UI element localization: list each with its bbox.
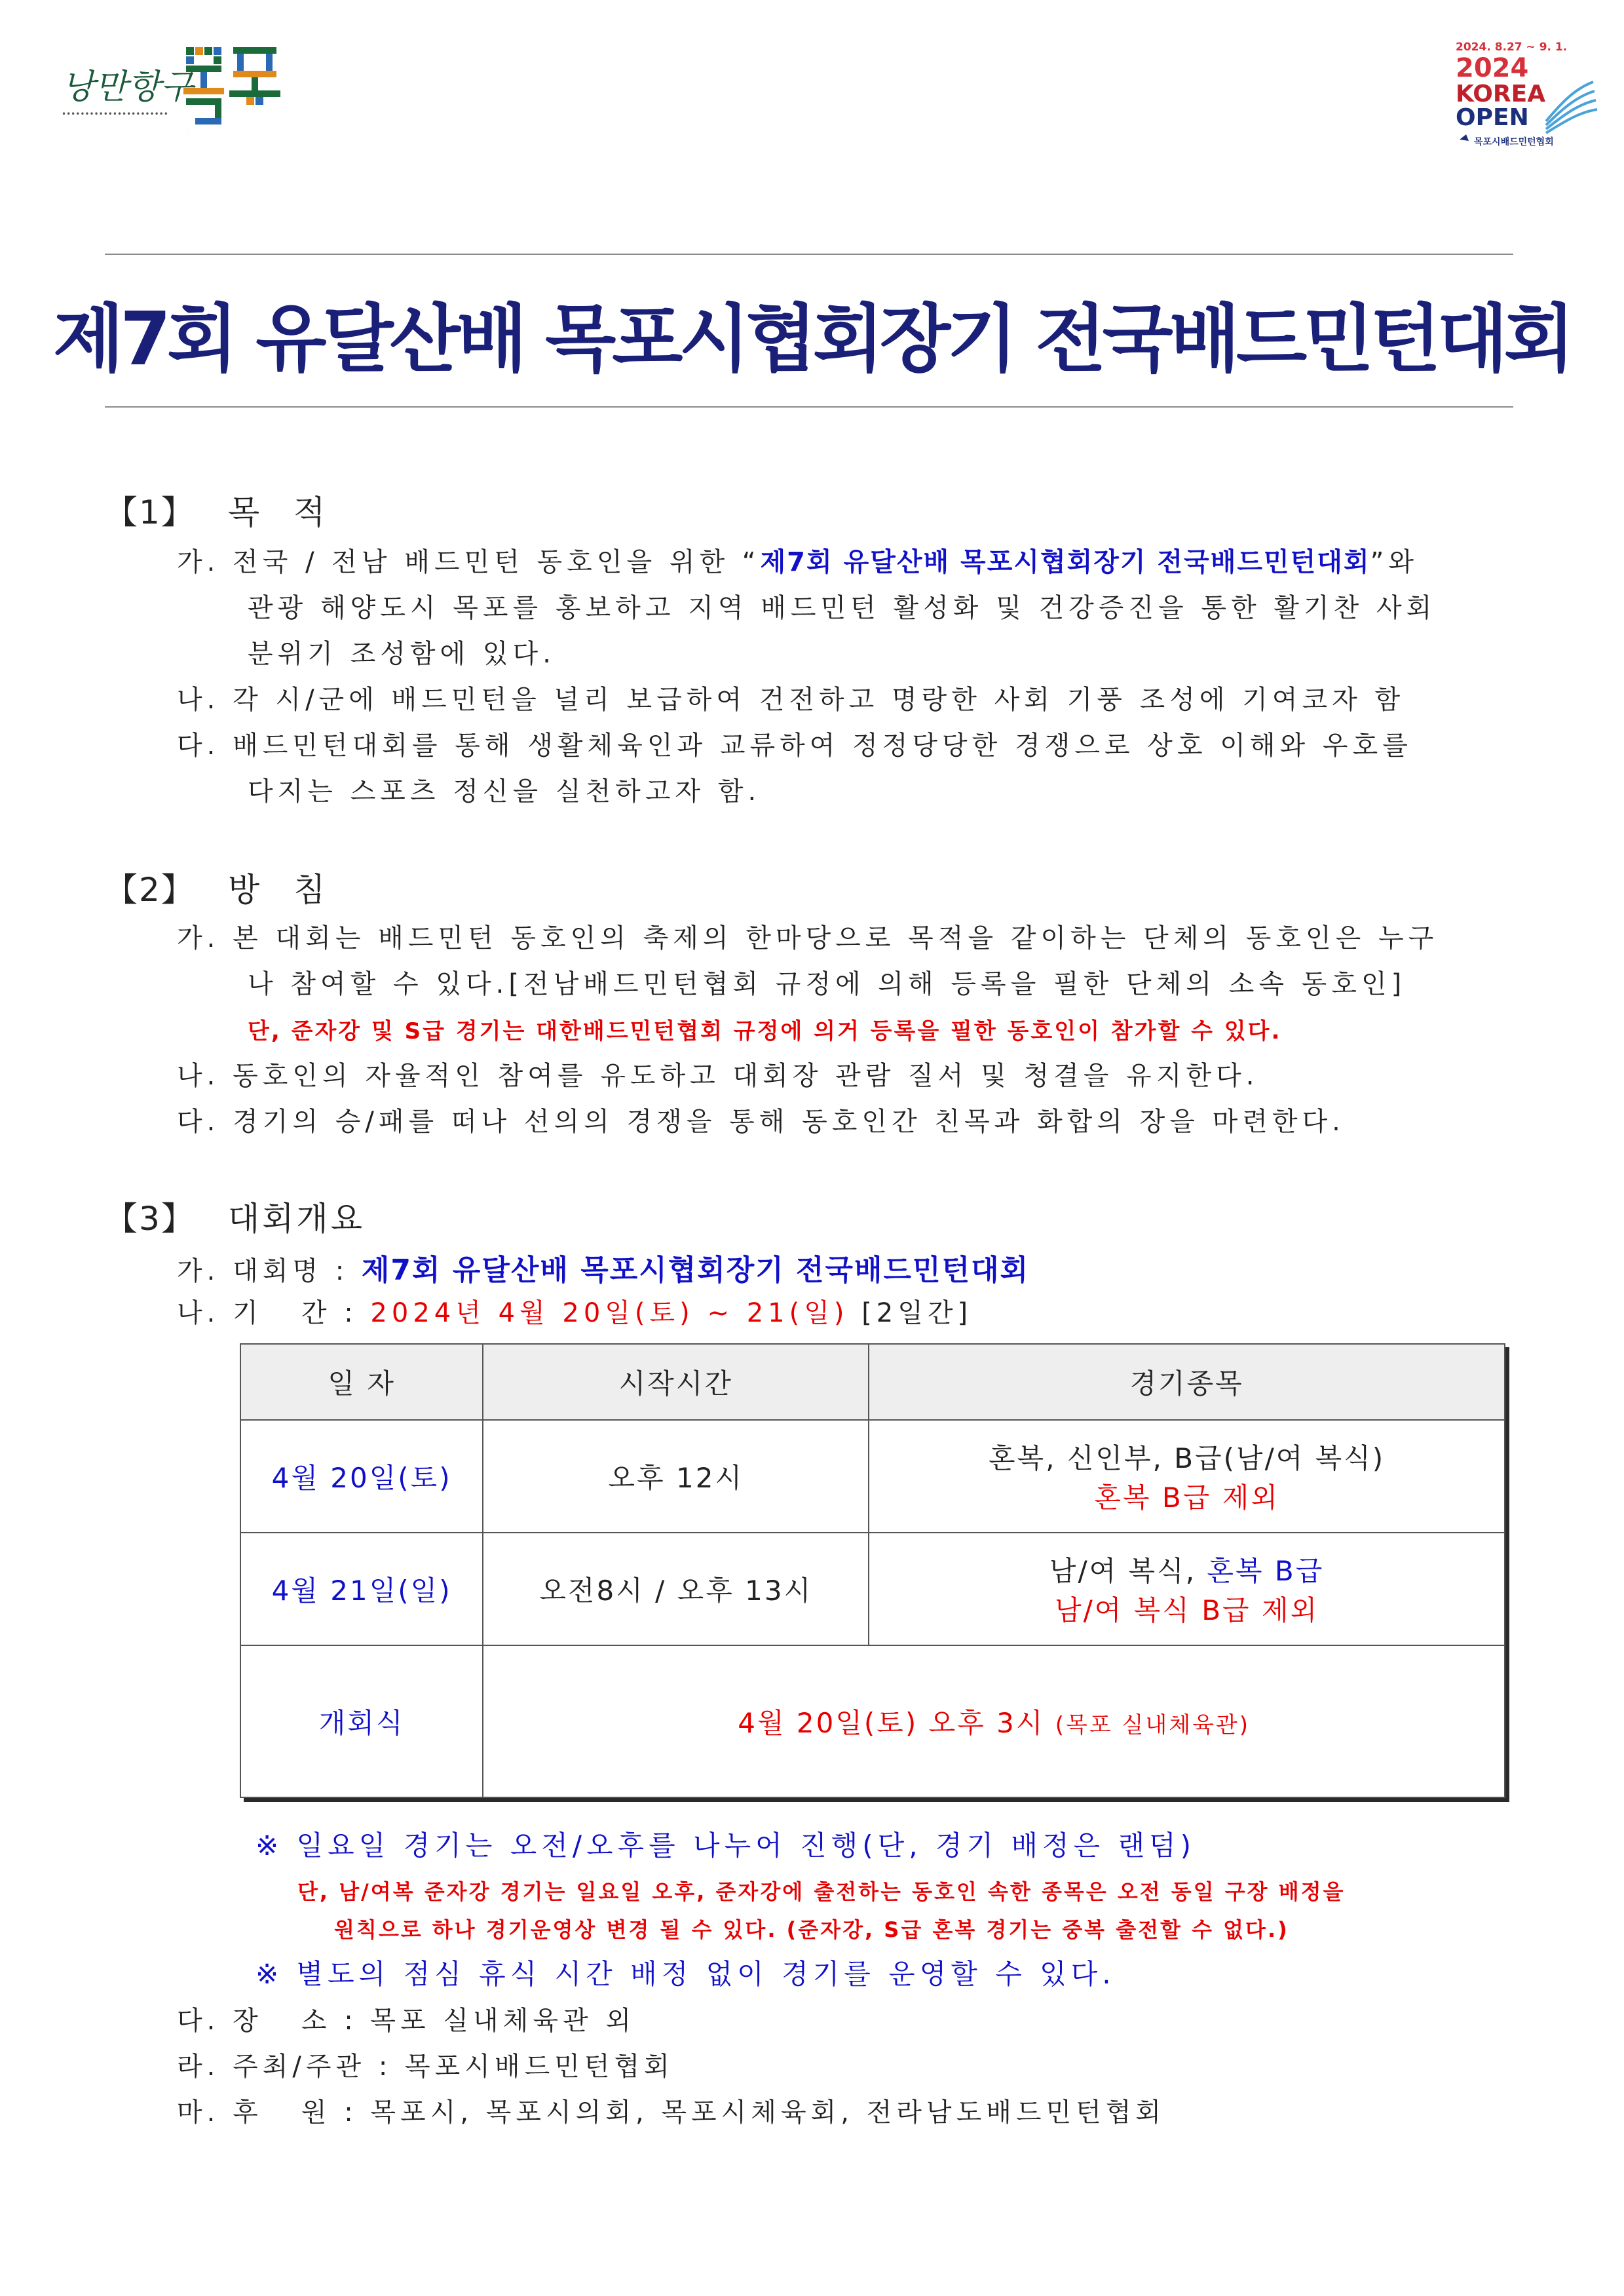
title-top-rule	[105, 254, 1513, 255]
item-marker: 다.	[177, 731, 220, 761]
section-2-red-note: 단, 준자강 및 S급 경기는 대한배드민턴협회 규정에 의거 등록을 필한 동호인이 참가할 수 있다.	[248, 1018, 1282, 1044]
title-bottom-rule	[105, 406, 1513, 408]
svg-text:2024. 8.27 ~ 9. 1.: 2024. 8.27 ~ 9. 1.	[1456, 41, 1568, 54]
row2-events-blue: 혼복 B급	[1207, 1555, 1325, 1587]
item-marker: 나.	[177, 685, 220, 715]
item-text: ”와	[1370, 547, 1418, 577]
section-1-bracket: 【1】	[105, 493, 195, 531]
ceremony-datetime: 4월 20일(토) 오후 3시	[738, 1707, 1045, 1739]
section-2-item-c	[177, 1101, 1345, 1138]
table-row	[240, 1420, 1505, 1533]
sunday-note-detail-1: 단, 남/여복 준자강 경기는 일요일 오후, 준자강에 출전하는 동호인 속한 종목은 오전 동일 구장 배정을	[297, 1879, 1346, 1904]
item-label: 대회명 :	[233, 1256, 349, 1286]
item-text: 경기의 승/패를 떠나 선의의 경쟁을 통해 동호인간 친목과 화합의 장을 마련한다.	[233, 1107, 1345, 1137]
item-marker: 마.	[177, 2097, 220, 2128]
item-marker: 가.	[177, 1256, 220, 1286]
item-marker: 다.	[177, 2006, 220, 2036]
korea-open-graphic	[1448, 36, 1598, 154]
event-name-highlight: 제7회 유달산배 목포시협회장기 전국배드민턴대회	[760, 547, 1370, 577]
period-value: 2024년 4월 20일(토) ~ 21(일)	[370, 1298, 849, 1328]
row2-time: 오전8시 / 오후 13시	[483, 1533, 869, 1645]
period-suffix: [2일간]	[861, 1298, 973, 1328]
section-1-item-a	[177, 541, 1418, 579]
table-row	[240, 1645, 1505, 1797]
section-1-heading	[105, 486, 337, 533]
row2-events-text	[869, 1550, 1504, 1589]
sunday-note: ※ 일요일 경기는 오전/오후를 나누어 진행(단, 경기 배정은 랜덤)	[255, 1829, 1196, 1862]
section-1-item-c	[177, 725, 1412, 762]
section-1-item-a-line3: 분위기 조성함에 있다.	[248, 639, 556, 669]
table-row	[240, 1533, 1505, 1645]
sponsor-text: 후 원 : 목포시, 목포시의회, 목포시체육회, 전라남도배드민턴협회	[233, 2097, 1166, 2128]
section-2-item-a	[177, 917, 1438, 955]
item-marker: 나.	[177, 1298, 220, 1328]
table-header-row	[240, 1344, 1505, 1420]
item-marker: 다.	[177, 1107, 220, 1137]
row2-events-note: 남/여 복식 B급 제외	[1055, 1594, 1319, 1626]
svg-text:목포시배드민턴협회: 목포시배드민턴협회	[1474, 137, 1554, 147]
korea-open-logo	[1448, 36, 1598, 154]
ceremony-label: 개회식	[240, 1645, 483, 1797]
section-3-item-f	[177, 2092, 1165, 2129]
section-3-item-b	[177, 1292, 972, 1330]
row1-events-note: 혼복 B급 제외	[1094, 1482, 1279, 1514]
item-marker: 가.	[177, 923, 220, 953]
svg-text:목포	[183, 128, 202, 138]
sunday-note-detail-2: 원칙으로 하나 경기운영상 변경 될 수 있다. (준자강, S급 혼복 경기는 중복 출전할 수 없다.)	[334, 1917, 1289, 1942]
ceremony-value	[483, 1645, 1505, 1797]
row2-events-pre: 남/여 복식,	[1049, 1555, 1207, 1587]
svg-text:KOREA: KOREA	[1456, 81, 1546, 107]
item-text: 각 시/군에 배드민턴을 널리 보급하여 건전하고 명랑한 사회 기풍 조성에 기여코자 함	[233, 685, 1405, 715]
section-2-item-a-line2: 나 참여할 수 있다.[전남배드민턴협회 규정에 의해 등록을 필한 단체의 소속 동호인]	[248, 969, 1407, 999]
section-2-bracket: 【2】	[105, 871, 195, 909]
item-text: 전국 / 전남 배드민턴 동호인을 위한 “	[233, 547, 761, 577]
header-start-time: 시작시간	[483, 1344, 869, 1420]
lunch-note: ※ 별도의 점심 휴식 시간 배정 없이 경기를 운영할 수 있다.	[255, 1958, 1116, 1990]
row1-date: 4월 20일(토)	[240, 1420, 483, 1533]
host-text: 주최/주관 : 목포시배드민턴협회	[233, 2052, 674, 2082]
section-3-item-a	[177, 1246, 1029, 1288]
section-1-title: 목 적	[227, 493, 337, 531]
item-text: 배드민턴대회를 통해 생활체육인과 교류하여 정정당당한 경쟁으로 상호 이해와 우호를	[233, 731, 1412, 761]
item-marker: 나.	[177, 1061, 220, 1091]
row1-time: 오후 12시	[483, 1420, 869, 1533]
row2-date: 4월 21일(일)	[240, 1533, 483, 1645]
item-text: 본 대회는 배드민턴 동호인의 축제의 한마당으로 목적을 같이하는 단체의 동호인은 누구	[233, 923, 1439, 953]
row1-events-text: 혼복, 신인부, B급(남/여 복식)	[988, 1442, 1386, 1474]
row1-events	[869, 1420, 1505, 1533]
section-3-heading	[105, 1193, 365, 1240]
section-1-item-b	[177, 679, 1405, 716]
section-2-heading	[105, 864, 337, 911]
svg-text:낭만항구: 낭만항구	[62, 67, 193, 107]
section-1-item-c-line2: 다지는 스포츠 정신을 실천하고자 함.	[248, 776, 761, 807]
row2-events	[869, 1533, 1505, 1645]
section-3-item-d	[177, 2000, 635, 2037]
event-name-value: 제7회 유달산배 목포시협회장기 전국배드민턴대회	[361, 1253, 1030, 1287]
item-text: 동호인의 자율적인 참여를 유도하고 대회장 관람 질서 및 청결을 유지한다.	[233, 1061, 1259, 1091]
header-date: 일 자	[240, 1344, 483, 1420]
svg-text:•••••••••••••••••••••••: •••••••••••••••••••••••	[62, 109, 168, 119]
section-3-title: 대회개요	[227, 1200, 366, 1238]
venue-text: 장 소 : 목포 실내체육관 외	[233, 2006, 635, 2036]
section-2-title: 방 침	[227, 871, 337, 909]
svg-text:OPEN: OPEN	[1456, 104, 1529, 131]
city-logo-graphic	[55, 39, 297, 138]
section-3-item-e	[177, 2046, 674, 2083]
header-events: 경기종목	[869, 1344, 1505, 1420]
item-marker: 가.	[177, 547, 220, 577]
ceremony-place: (목포 실내체육관)	[1055, 1712, 1251, 1738]
item-label: 기 간 :	[233, 1298, 358, 1328]
city-logo	[55, 39, 297, 138]
svg-text:2024: 2024	[1456, 53, 1529, 83]
page-title: 제7회 유달산배 목포시협회장기 전국배드민턴대회	[53, 297, 1571, 382]
section-3-bracket: 【3】	[105, 1200, 195, 1238]
schedule-table	[240, 1343, 1505, 1798]
item-marker: 라.	[177, 2052, 220, 2082]
section-2-item-b	[177, 1055, 1258, 1092]
section-1-item-a-line2: 관광 해양도시 목포를 홍보하고 지역 배드민턴 활성화 및 건강증진을 통한 활기찬 사회	[248, 593, 1437, 623]
